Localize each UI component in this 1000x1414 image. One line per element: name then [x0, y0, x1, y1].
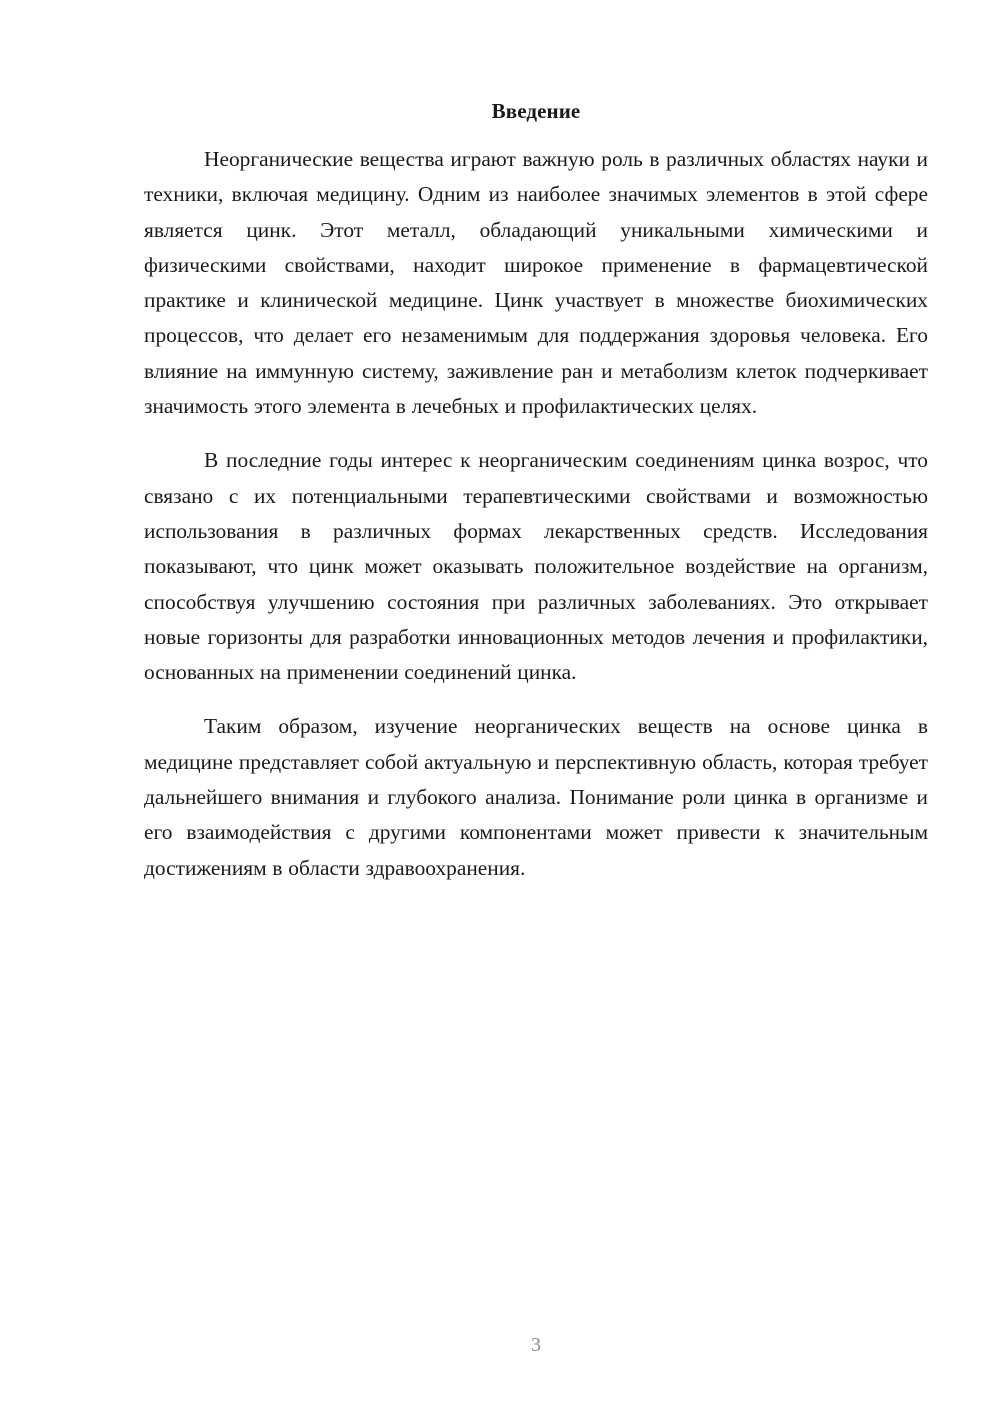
- section-title: Введение: [491, 99, 581, 123]
- page-number: 3: [531, 1334, 541, 1356]
- paragraph-recent-interest: В последние годы интерес к неорганическим соединениям цинка возрос, что связано с их потенциальными терапевтическими свойствами и возможностью использования в различных формах лекарственных средств. Исследования показывают, что цинк может оказывать положительное воздействие на организм, способствуя улучшению состояния при различных заболеваниях. Это открывает новые горизонты для разработки инновационных методов лечения и профилактики, основанных на применении соединений цинка.: [144, 448, 928, 685]
- paragraph-conclusion: Таким образом, изучение неорганических веществ на основе цинка в медицине представляет собой актуальную и перспективную область, которая требует дальнейшего внимания и глубокого анализа. Понимание роли цинка в организме и его взаимодействия с другими компонентами может привести к значительным достижениям в области здравоохранения.: [144, 714, 928, 880]
- page-content: [144, 96, 928, 886]
- paragraph-intro: Неорганические вещества играют важную роль в различных областях науки и техники, включая медицину. Одним из наиболее значимых элементов в этой сфере является цинк. Этот металл, обладающий уникальными химическими и физическими свойствами, находит широкое применение в фармацевтической практике и клинической медицине. Цинк участвует в множестве биохимических процессов, что делает его незаменимым для поддержания здоровья человека. Его влияние на иммунную систему, заживление ран и метаболизм клеток подчеркивает значимость этого элемента в лечебных и профилактических целях.: [144, 147, 928, 419]
